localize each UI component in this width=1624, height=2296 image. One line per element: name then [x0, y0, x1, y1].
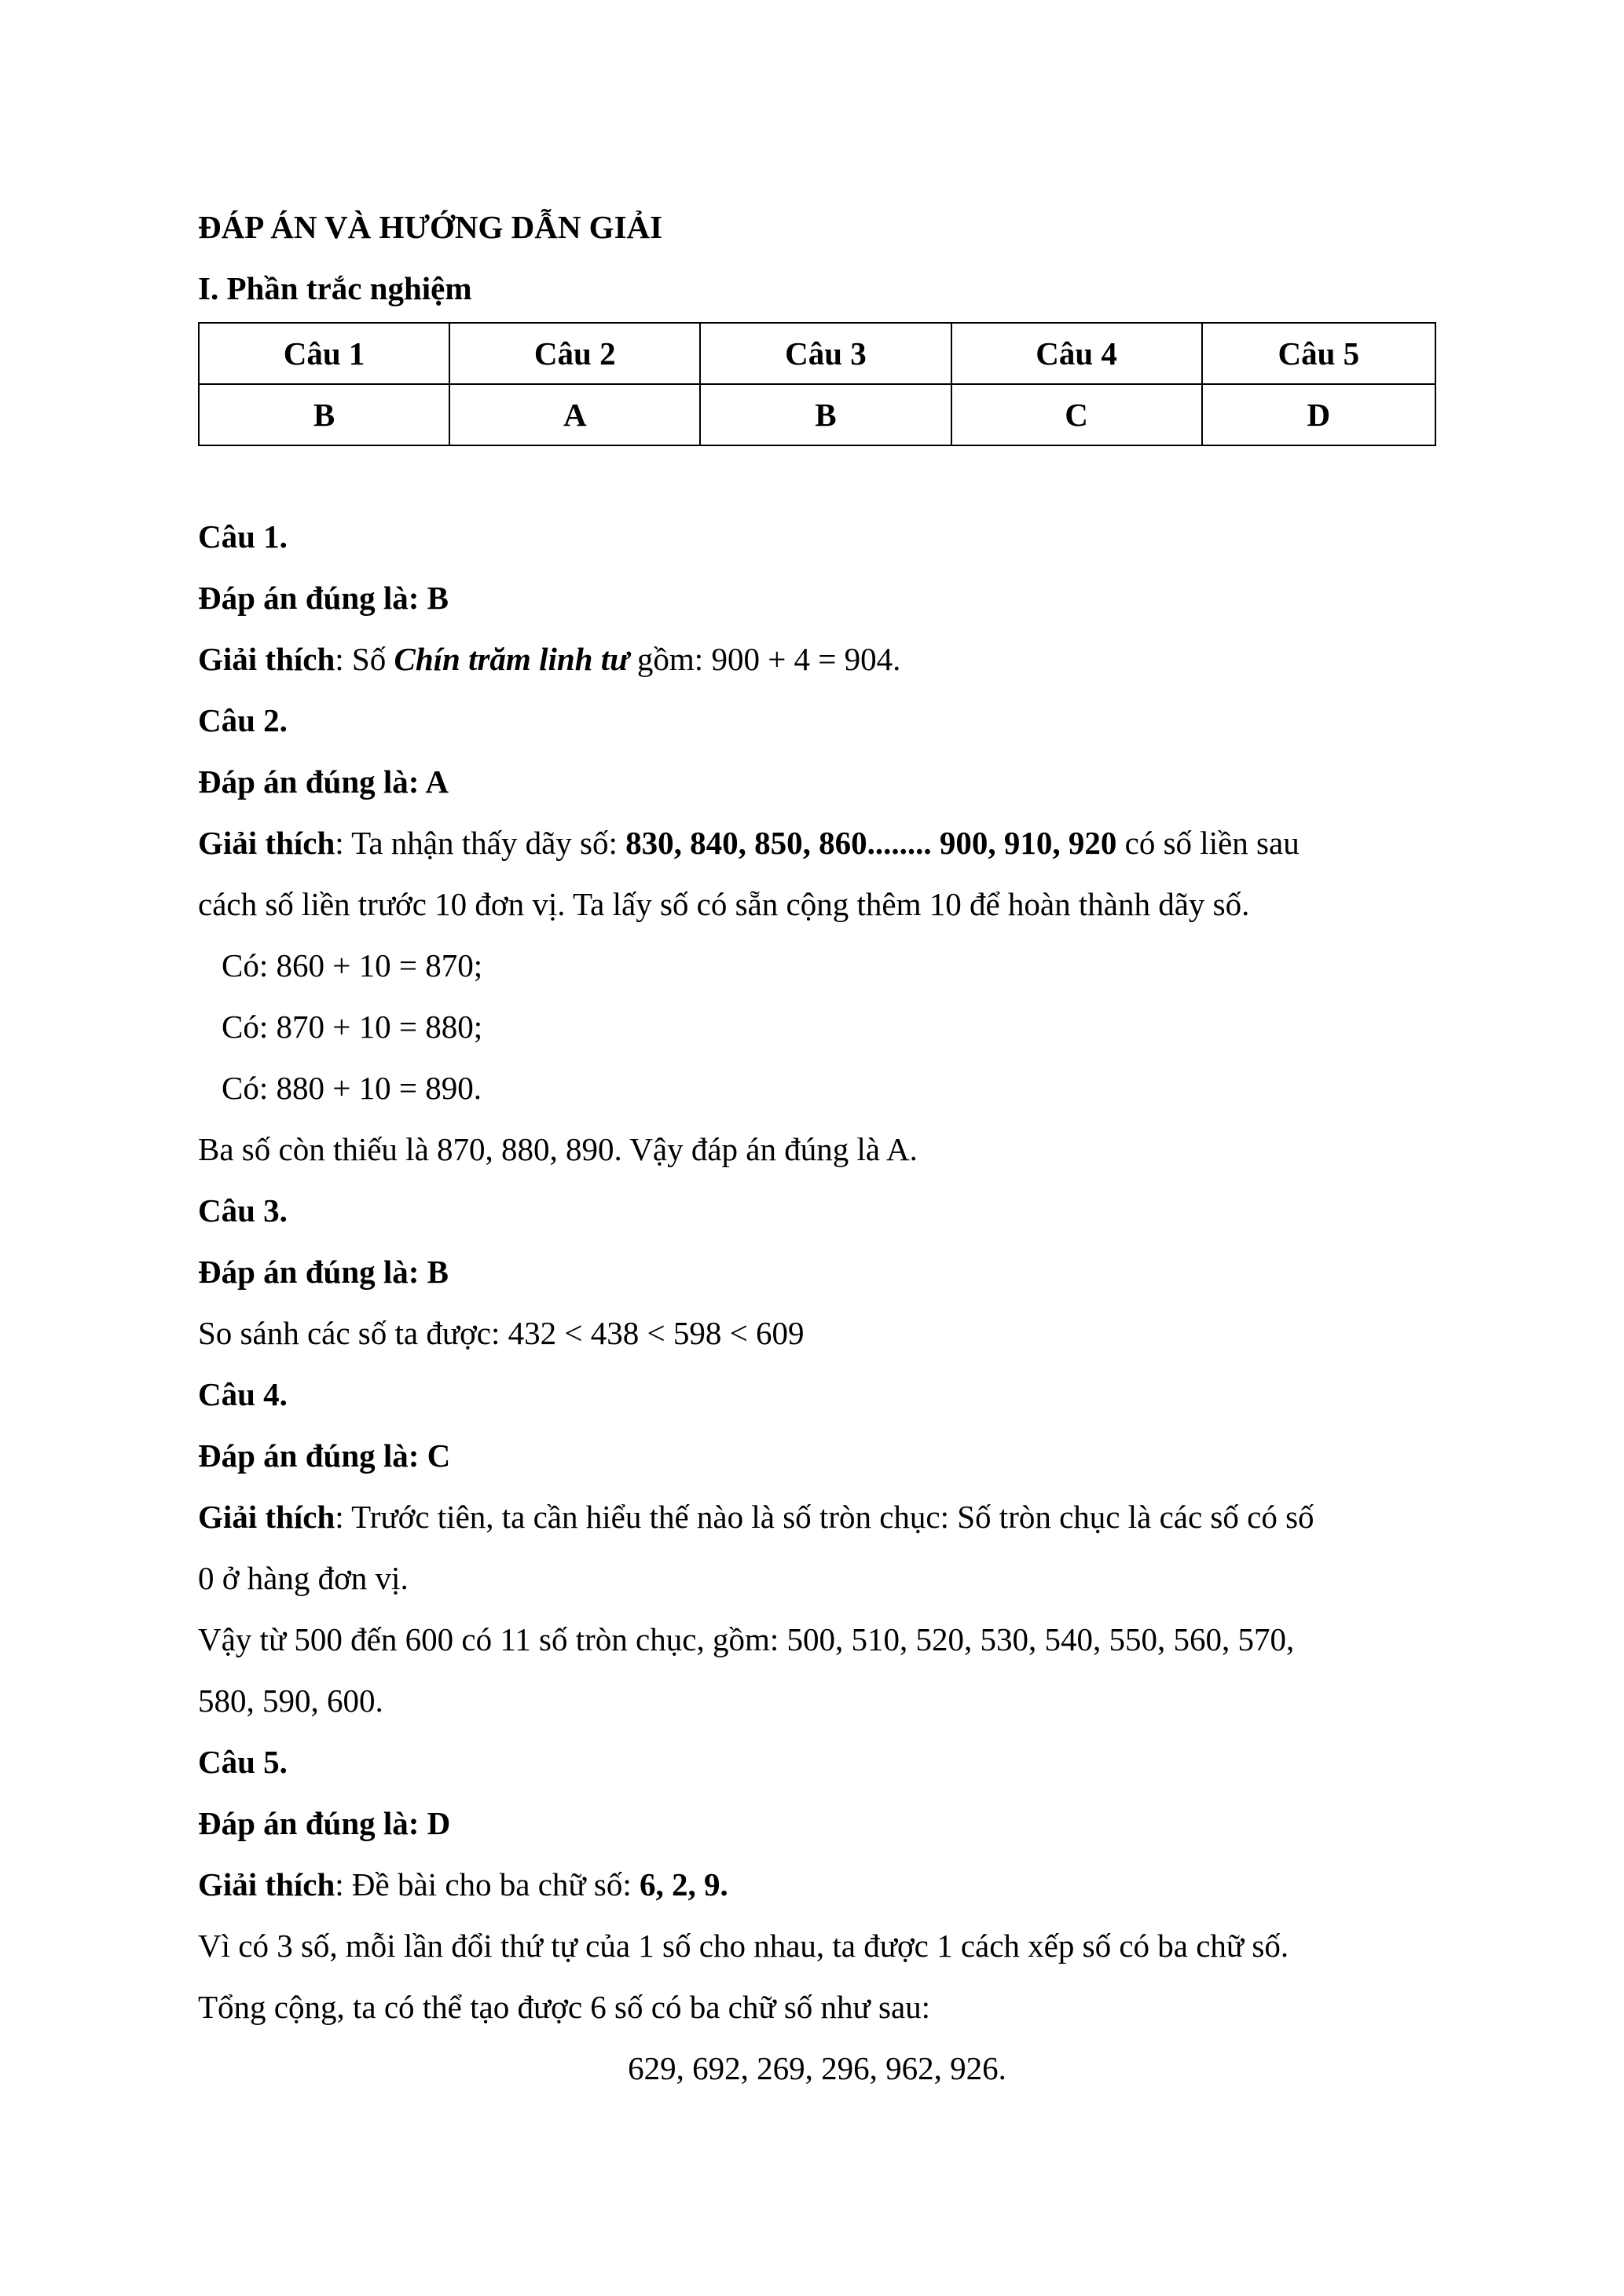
number-sequence: 830, 840, 850, 860........ 900, 910, 920 — [625, 825, 1117, 861]
question-4-list: Vậy từ 500 đến 600 có 11 số tròn chục, gồm: 500, 510, 520, 530, 540, 550, 560, 570, — [198, 1621, 1295, 1657]
explanation-text: : Ta nhận thấy dãy số: — [335, 825, 626, 861]
section-heading: I. Phần trắc nghiệm — [198, 270, 472, 306]
question-1-explanation — [198, 628, 1436, 690]
explanation-label: Giải thích — [198, 825, 335, 861]
question-5-explanation-cont: Tổng cộng, ta có thể tạo được 6 số có ba chữ số như sau: — [198, 1989, 931, 2025]
answer-table-wrapper — [198, 322, 1436, 446]
answer-table — [198, 322, 1436, 446]
calculation-line: Có: 860 + 10 = 870; — [222, 947, 483, 983]
question-3-heading: Câu 3. — [198, 1192, 288, 1229]
table-answer-cell: B — [700, 384, 951, 445]
explanation-label: Giải thích — [198, 1866, 335, 1902]
table-answer-cell: A — [449, 384, 700, 445]
question-1-answer: Đáp án đúng là: B — [198, 580, 449, 616]
question-3-comparison: So sánh các số ta được: 432 < 438 < 598 < 609 — [198, 1315, 805, 1351]
explanation-text: có số liền sau — [1116, 825, 1300, 861]
document-title: ĐÁP ÁN VÀ HƯỚNG DẪN GIẢI — [198, 209, 663, 245]
table-header-cell: Câu 4 — [951, 323, 1202, 384]
calculation-line: Có: 880 + 10 = 890. — [222, 1070, 482, 1106]
explanation-label: Giải thích — [198, 1499, 335, 1535]
question-2-explanation-cont: cách số liền trước 10 đơn vị. Ta lấy số có sẵn cộng thêm 10 để hoàn thành dãy số. — [198, 886, 1250, 922]
question-2-heading: Câu 2. — [198, 702, 288, 738]
explanation-text: : Trước tiên, ta cần hiểu thế nào là số tròn chục: Số tròn chục là các số có số — [335, 1499, 1314, 1535]
question-2-explanation — [198, 812, 1436, 873]
question-1-heading: Câu 1. — [198, 518, 288, 555]
table-answer-cell: B — [199, 384, 449, 445]
table-header-cell: Câu 5 — [1202, 323, 1435, 384]
document-page — [198, 196, 1436, 2099]
question-4-heading: Câu 4. — [198, 1376, 288, 1412]
explanation-text: gồm: 900 + 4 = 904. — [629, 641, 901, 677]
question-2-answer: Đáp án đúng là: A — [198, 764, 449, 800]
digits: 6, 2, 9. — [639, 1866, 728, 1902]
table-answer-cell: D — [1202, 384, 1435, 445]
question-3-answer: Đáp án đúng là: B — [198, 1254, 449, 1290]
question-5-answer: Đáp án đúng là: D — [198, 1805, 451, 1841]
answer-table-row — [199, 384, 1435, 445]
answer-table-header-row — [199, 323, 1435, 384]
question-4-answer: Đáp án đúng là: C — [198, 1437, 451, 1474]
question-2-conclusion: Ba số còn thiếu là 870, 880, 890. Vậy đáp án đúng là A. — [198, 1131, 918, 1167]
question-5-heading: Câu 5. — [198, 1744, 288, 1780]
table-header-cell: Câu 1 — [199, 323, 449, 384]
calculation-line: Có: 870 + 10 = 880; — [222, 1009, 483, 1045]
question-5-explanation — [198, 1854, 1436, 1915]
explanation-label: Giải thích — [198, 641, 335, 677]
table-header-cell: Câu 2 — [449, 323, 700, 384]
question-4-explanation-cont: 0 ở hàng đơn vị. — [198, 1560, 409, 1596]
question-4-explanation — [198, 1486, 1436, 1547]
question-4-list-cont: 580, 590, 600. — [198, 1683, 383, 1719]
explanation-emphasis: Chín trăm linh tư — [394, 641, 629, 677]
question-5-result: 629, 692, 269, 296, 962, 926. — [628, 2050, 1006, 2086]
table-answer-cell: C — [951, 384, 1202, 445]
table-header-cell: Câu 3 — [700, 323, 951, 384]
explanation-text: : Đề bài cho ba chữ số: — [335, 1866, 640, 1902]
explanation-text: : Số — [335, 641, 394, 677]
question-5-explanation-cont: Vì có 3 số, mỗi lần đổi thứ tự của 1 số cho nhau, ta được 1 cách xếp số có ba chữ số. — [198, 1928, 1289, 1964]
